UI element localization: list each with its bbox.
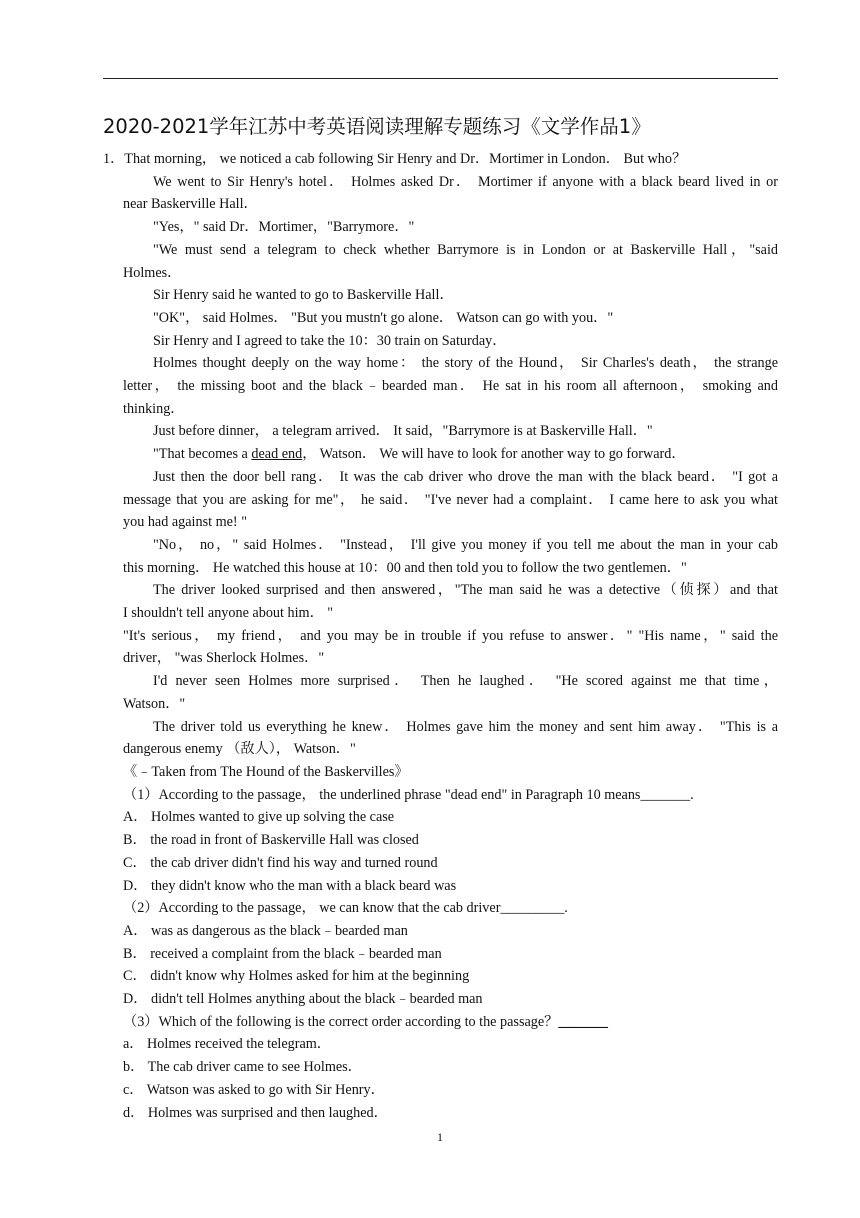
passage-line: Sir Henry said he wanted to go to Baskerville Hall． bbox=[153, 287, 454, 304]
passage-line: thinking． bbox=[123, 400, 185, 417]
page-number: 1 bbox=[437, 1130, 443, 1144]
passage-line: dangerous enemy （敌人）， Watson．" bbox=[123, 741, 356, 758]
answer-blank: _______ bbox=[558, 1013, 608, 1030]
passage-line: driver， "was Sherlock Holmes．" bbox=[123, 650, 325, 667]
passage-line: "It's serious， my friend， and you may be in trouble if you refuse to answer．" "His name，" said the bbox=[123, 627, 778, 644]
question-1-stem: （1）According to the passage， the underlined phrase "dead end" in Paragraph 10 means_______. bbox=[123, 786, 694, 803]
passage-line: Sir Henry and I agreed to take the 10：30 train on Saturday． bbox=[153, 332, 507, 349]
option-a: A． was as dangerous as the black﹣bearded man bbox=[123, 922, 408, 939]
option-b: B． the road in front of Baskerville Hall was closed bbox=[123, 832, 419, 849]
source-citation: 《﹣Taken from The Hound of the Baskervilles》 bbox=[123, 763, 409, 780]
passage-line: "No， no，" said Holmes． "Instead， I'll give you money if you tell me about the man in your cab bbox=[153, 536, 778, 553]
passage-line: The driver looked surprised and then answered，"The man said he was a detective（侦探）and that bbox=[153, 582, 778, 599]
header-rule bbox=[103, 78, 778, 79]
passage-line: letter， the missing boot and the black﹣bearded man． He sat in his room all afternoon， smoking and bbox=[123, 378, 778, 395]
answer-blank: _________ bbox=[500, 900, 565, 917]
option-c: C． didn't know why Holmes asked for him at the beginning bbox=[123, 968, 470, 985]
question-2-stem: （2）According to the passage， we can know that the cab driver_________. bbox=[123, 900, 568, 917]
passage-line: Just then the door bell rang． It was the cab driver who drove the man with the black beard． "I got a bbox=[153, 468, 778, 485]
underlined-phrase: dead end bbox=[251, 446, 303, 463]
passage-line: "We must send a telegram to check whether Barrymore is in London or at Baskerville Hall，"said bbox=[153, 241, 778, 258]
question-3-stem: （3）Which of the following is the correct order according to the passage？_______ bbox=[123, 1013, 608, 1030]
option-a: A． Holmes wanted to give up solving the case bbox=[123, 809, 395, 826]
option-d: D． didn't tell Holmes anything about the black﹣bearded man bbox=[123, 991, 483, 1008]
order-item-c: c． Watson was asked to go with Sir Henry． bbox=[123, 1081, 385, 1098]
passage-line: you had against me! " bbox=[123, 514, 247, 531]
answer-blank: _______ bbox=[640, 786, 691, 803]
order-item-d: d． Holmes was surprised and then laughed． bbox=[123, 1104, 388, 1121]
passage-line: We went to Sir Henry's hotel． Holmes asked Dr． Mortimer if anyone with a black beard lived in or bbox=[153, 173, 778, 190]
passage-line: this morning． He watched this house at 10：00 and then told you to follow the two gentlemen．" bbox=[123, 559, 687, 576]
order-item-b: b． The cab driver came to see Holmes． bbox=[123, 1059, 362, 1076]
page-title: 2020-2021学年江苏中考英语阅读理解专题练习《文学作品1》 bbox=[103, 115, 651, 138]
option-b: B． received a complaint from the black﹣bearded man bbox=[123, 945, 442, 962]
question-number: 1． bbox=[103, 151, 125, 167]
passage-line: Holmes thought deeply on the way home： the story of the Hound， Sir Charles's death， the strange bbox=[153, 355, 778, 372]
passage-line: Watson．" bbox=[123, 695, 186, 712]
passage-line: "Yes，" said Dr．Mortimer，"Barrymore．" bbox=[153, 219, 415, 236]
option-d: D． they didn't know who the man with a black beard was bbox=[123, 877, 457, 894]
passage-line: near Baskerville Hall． bbox=[123, 196, 258, 213]
option-c: C． the cab driver didn't find his way and turned round bbox=[123, 854, 438, 871]
passage-line: Holmes． bbox=[123, 264, 182, 281]
passage-line: I shouldn't tell anyone about him． " bbox=[123, 605, 334, 622]
passage-line-paragraph-10: "That becomes a dead end， Watson． We will have to look for another way to go forward． bbox=[153, 446, 686, 463]
document-body bbox=[103, 148, 778, 1124]
passage-line: The driver told us everything he knew． Holmes gave him the money and sent him away． "This is a bbox=[153, 718, 778, 735]
passage-line: Just before dinner， a telegram arrived． It said，"Barrymore is at Baskerville Hall．" bbox=[153, 423, 653, 440]
passage-line: message that you are asking for me"， he said． "I've never had a complaint． I came here to ask you what bbox=[123, 491, 778, 508]
order-item-a: a． Holmes received the telegram． bbox=[123, 1036, 331, 1053]
passage-line: 1．That morning， we noticed a cab following Sir Henry and Dr．Mortimer in London． But who？ bbox=[103, 151, 687, 167]
passage-line: I'd never seen Holmes more surprised． Then he laughed． "He scored against me that time， bbox=[153, 673, 778, 690]
passage-line: "OK"， said Holmes． "But you mustn't go alone． Watson can go with you．" bbox=[153, 309, 614, 326]
